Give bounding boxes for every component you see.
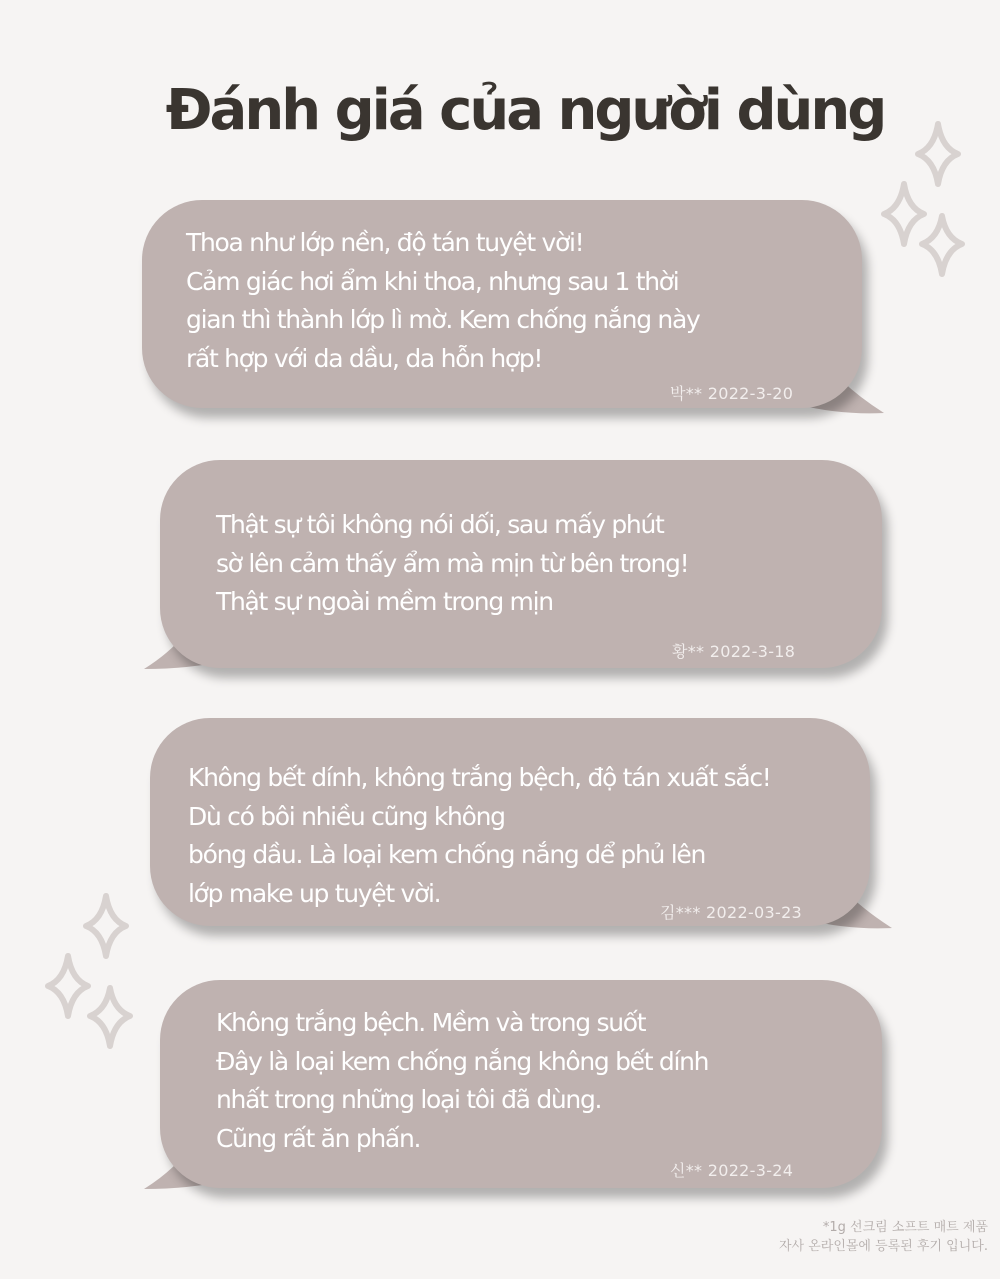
review-text: [216, 506, 688, 622]
footnote-line: *1g 선크림 소프트 매트 제품: [822, 1220, 988, 1235]
review-text: [188, 759, 771, 913]
review-line: sờ lên cảm thấy ẩm mà mịn từ bên trong!: [216, 548, 689, 578]
review-author-date: 김*** 2022-03-23: [660, 903, 803, 922]
sparkle-icon-top-right: [870, 118, 980, 288]
review-line: Đây là loại kem chống nắng không bết dính: [216, 1046, 709, 1076]
footnote-line: 자사 온라인몰에 등록된 후기 입니다.: [778, 1239, 988, 1254]
review-line: Thoa như lớp nền, độ tán tuyệt vời!: [186, 228, 584, 257]
review-line: Cũng rất ăn phấn.: [216, 1123, 421, 1153]
review-line: rất hợp với da dầu, da hỗn hợp!: [186, 343, 543, 373]
review-line: lớp make up tuyệt vời.: [188, 878, 441, 908]
review-line: bóng dầu. Là loại kem chống nắng dể phủ lên: [188, 840, 706, 869]
review-author-date: 황** 2022-3-18: [672, 642, 796, 661]
review-line: Thật sự tôi không nói dối, sau mấy phút: [216, 510, 664, 539]
review-author-date: 박** 2022-3-20: [670, 384, 794, 403]
review-line: Thật sự ngoài mềm trong mịn: [216, 587, 553, 616]
review-line: Cảm giác hơi ẩm khi thoa, nhưng sau 1 thời: [186, 266, 679, 296]
sparkle-icon-left: [40, 890, 150, 1060]
review-line: gian thì thành lớp lì mờ. Kem chống nắng này: [186, 305, 700, 334]
review-text: [186, 224, 699, 378]
review-line: Không bết dính, không trắng bệch, độ tán xuất sắc!: [188, 763, 771, 792]
footnote: [779, 1218, 988, 1256]
page-title: Đánh giá của người dùng: [165, 78, 885, 143]
review-text: [216, 1004, 708, 1158]
review-line: Không trắng bệch. Mềm và trong suốt: [216, 1008, 646, 1037]
review-author-date: 신** 2022-3-24: [670, 1161, 794, 1180]
review-line: nhất trong những loại tôi đã dùng.: [216, 1085, 602, 1114]
review-line: Dù có bôi nhiều cũng không: [188, 801, 505, 831]
